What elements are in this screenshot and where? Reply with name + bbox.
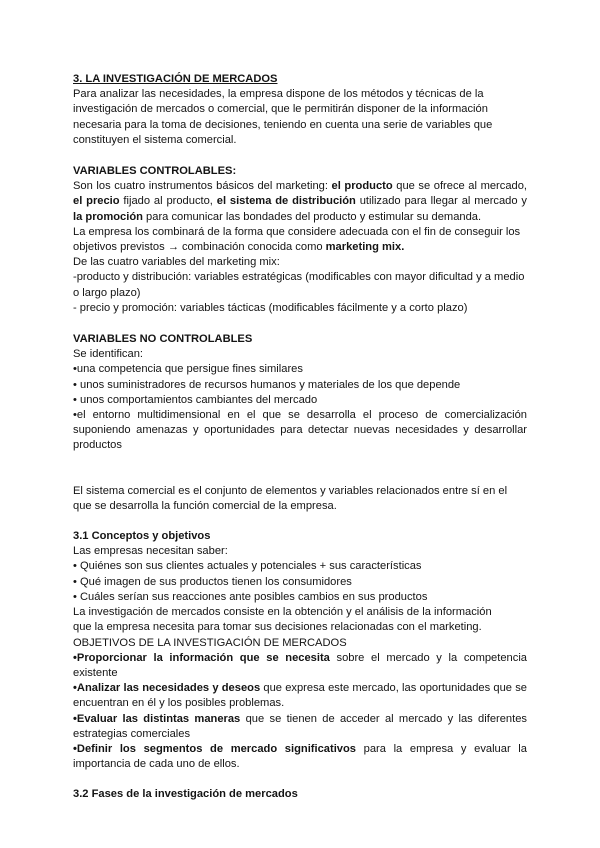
list-item: • unos comportamientos cambiantes del mercado [73, 393, 318, 406]
definition-line: que la empresa necesita para tomar sus decisiones relacionadas con el marketing. [73, 621, 482, 634]
list-item: • Cuáles serían sus reacciones ante posibles cambios en sus productos [73, 590, 428, 603]
non-controllable-intro: Se identifican: [73, 348, 143, 361]
strategic-variables-line: -producto y distribución: variables estratégicas (modificables con mayor dificultad y a medio o largo plazo) [73, 271, 525, 299]
needs-intro: Las empresas necesitan saber: [73, 545, 228, 558]
list-item: •el entorno multidimensional en el que se desarrolla el proceso de comercialización suponiendo amenazas y oportunidades para detectar nuevas necesidades y desarrollar productos [73, 409, 527, 452]
section-3-1-heading: 3.1 Conceptos y objetivos [73, 530, 211, 543]
list-item: • Quiénes son sus clientes actuales y potenciales + sus características [73, 560, 422, 573]
list-item: • Qué imagen de sus productos tienen los consumidores [73, 575, 352, 588]
objective-item: •Evaluar las distintas maneras que se tienen de acceder al mercado y las diferentes estrategias comerciales [73, 712, 527, 740]
objective-item: •Analizar las necesidades y deseos que expresa este mercado, las oportunidades que se encuentran en él y los posibles problemas. [73, 682, 527, 710]
document-page [73, 72, 527, 803]
marketing-mix-intro: De las cuatro variables del marketing mix: [73, 256, 280, 269]
list-item: •una competencia que persigue fines similares [73, 363, 303, 376]
objective-item: •Definir los segmentos de mercado significativos para la empresa y evaluar la importancia de cada uno de ellos. [73, 742, 527, 771]
controllable-variables-heading: VARIABLES CONTROLABLES: [73, 165, 237, 178]
intro-paragraph: Para analizar las necesidades, la empresa dispone de los métodos y técnicas de la investigación de mercados o comercial, que le permitirán disponer de la información necesaria para la toma de decisiones, teniendo en cuenta una serie de variables que constituyen el sistema comercial. [73, 88, 493, 146]
definition-line: La investigación de mercados consiste en la obtención y el análisis de la información [73, 606, 492, 619]
list-item: • unos suministradores de recursos humanos y materiales de los que depende [73, 378, 461, 391]
section-title: 3. LA INVESTIGACIÓN DE MERCADOS [73, 73, 278, 85]
controllable-variables-paragraph: Son los cuatro instrumentos básicos del marketing: el producto que se ofrece al mercado, el precio fijado al producto, el sistema de distribución utilizado para llegar al mercado y la promoción para comunicar las bondades del producto y estimular su demanda. [73, 180, 528, 223]
section-3-2-heading: 3.2 Fases de la investigación de mercados [73, 788, 298, 801]
marketing-mix-paragraph: La empresa los combinará de la forma que considere adecuada con el fin de conseguir los objetivos previstos → combinación conocida como marketing mix. [73, 225, 521, 254]
tactical-variables-line: - precio y promoción: variables tácticas (modificables fácilmente y a corto plazo) [73, 301, 468, 314]
objectives-heading: OBJETIVOS DE LA INVESTIGACIÓN DE MERCADOS [73, 636, 347, 649]
non-controllable-variables-heading: VARIABLES NO CONTROLABLES [73, 333, 253, 346]
objective-item: •Proporcionar la información que se necesita sobre el mercado y la competencia existente [73, 651, 527, 679]
commercial-system-paragraph: El sistema comercial es el conjunto de elementos y variables relacionados entre sí en el que se desarrolla la función comercial de la empresa. [73, 484, 508, 512]
